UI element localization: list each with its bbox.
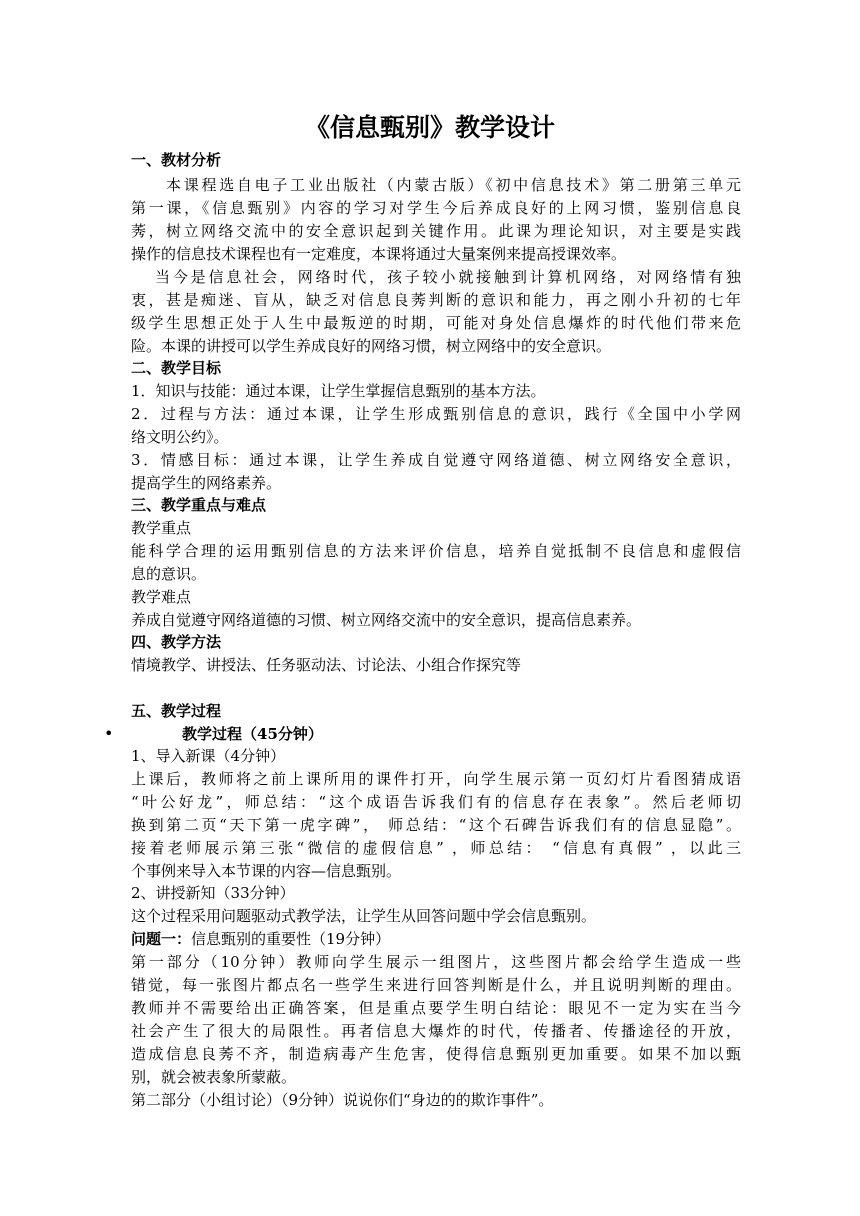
paragraph-line: 这个过程采用问题驱动式教学法，让学生从回答问题中学会信息甄别。: [131, 907, 597, 925]
paragraph-line: 衷，甚是痴迷、盲从，缺乏对信息良莠判断的意识和能力，再之刚小升初的七年: [131, 291, 741, 309]
paragraph-line: 当今是信息社会，网络时代，孩子较小就接触到计算机网络，对网络情有独: [155, 268, 741, 286]
goal-line: 1．知识与技能：通过本课，让学生掌握信息甄别的基本方法。: [131, 382, 546, 400]
goal-line: 2．过程与方法：通过本课，让学生形成甄别信息的意识，践行《全国中小学网: [131, 405, 741, 423]
section-heading-4: 四、教学方法: [131, 633, 222, 651]
question-heading: [131, 928, 741, 950]
goal-line: 提高学生的网络素养。: [131, 474, 282, 492]
process-heading: 教学过程（45分钟）: [182, 725, 323, 743]
section-heading-1: 一、教材分析: [131, 151, 222, 169]
subheading-key-points: 教学重点: [131, 519, 192, 537]
paragraph-line: 情境教学、讲授法、任务驱动法、讨论法、小组合作探究等: [131, 656, 522, 674]
step-heading: 2、讲授新知（33分钟）: [131, 884, 295, 902]
paragraph-line: 操作的信息技术课程也有一定难度，本课将通过大量案例来提高授课效率。: [131, 245, 627, 263]
paragraph-line: 第二部分（小组讨论）（9分钟）说说你们“身边的的欺诈事件”。: [131, 1091, 554, 1109]
section-heading-3: 三、教学重点与难点: [131, 496, 267, 514]
goal-line: 络文明公约》。: [131, 428, 229, 446]
paragraph-line: 别，就会被表象所蒙蔽。: [131, 1068, 297, 1086]
paragraph-line: 换到第二页“天下第一虎字碑”， 师总结：“这个石碑告诉我们有的信息显隐”。: [131, 816, 741, 834]
paragraph-line: 接着老师展示第三张“微信的虚假信息” ，师总结： “信息有真假” ，以此三: [131, 839, 741, 857]
paragraph-line: 莠，树立网络交流中的安全意识起到关键作用。此课为理论知识，对主要是实践: [131, 222, 741, 240]
paragraph-line: “叶公好龙”，师总结：“这个成语告诉我们有的信息存在表象”。然后老师切: [131, 793, 741, 811]
paragraph-line: 本课程选自电子工业出版社（内蒙古版）《初中信息技术》第二册第三单元: [166, 176, 741, 194]
bullet-point: •: [104, 724, 114, 743]
paragraph-line: 第一部分（10分钟）教师向学生展示一组图片，这些图片都会给学生造成一些: [131, 953, 741, 971]
paragraph-line: 级学生思想正处于人生中最叛逆的时期，可能对身处信息爆炸的时代他们带来危: [131, 314, 741, 332]
paragraph-line: 第一课，《信息甄别》内容的学习对学生今后养成良好的上网习惯，鉴别信息良: [131, 199, 741, 217]
paragraph-line: 社会产生了很大的局限性。再者信息大爆炸的时代，传播者、传播途径的开放，: [131, 1022, 741, 1040]
paragraph-line: 个事例来导入本节课的内容—信息甄别。: [131, 862, 402, 880]
paragraph-line: 上课后，教师将之前上课所用的课件打开，向学生展示第一页幻灯片看图猜成语: [131, 770, 741, 788]
subheading-difficulties: 教学难点: [131, 588, 192, 606]
question-lead: 问题一：: [131, 930, 192, 948]
paragraph-line: 教师并不需要给出正确答案，但是重点要学生明白结论：眼见不一定为实在当今: [131, 999, 741, 1017]
paragraph-line: 养成自觉遵守网络道德的习惯、树立网络交流中的安全意识，提高信息素养。: [131, 611, 642, 629]
paragraph-line: 息的意识。: [131, 565, 207, 583]
paragraph-line: 错觉，每一张图片都点名一些学生来进行回答判断是什么，并且说明判断的理由。: [131, 976, 741, 994]
paragraph-line: 能科学合理的运用甄别信息的方法来评价信息，培养自觉抵制不良信息和虚假信: [131, 542, 741, 560]
section-heading-2: 二、教学目标: [131, 359, 222, 377]
paragraph-line: 造成信息良莠不齐，制造病毒产生危害，使得信息甄别更加重要。如果不加以甄: [131, 1045, 741, 1063]
goal-line: 3．情感目标：通过本课，让学生养成自觉遵守网络道德、树立网络安全意识，: [131, 451, 741, 469]
document-title: 《信息甄别》教学设计: [304, 113, 555, 142]
step-heading: 1、导入新课（4分钟）: [131, 747, 286, 765]
question-title: 信息甄别的重要性（19分钟）: [191, 930, 391, 948]
paragraph-line: 险。本课的讲授可以学生养成良好的网络习惯，树立网络中的安全意识。: [131, 337, 612, 355]
section-heading-5: 五、教学过程: [131, 702, 222, 720]
